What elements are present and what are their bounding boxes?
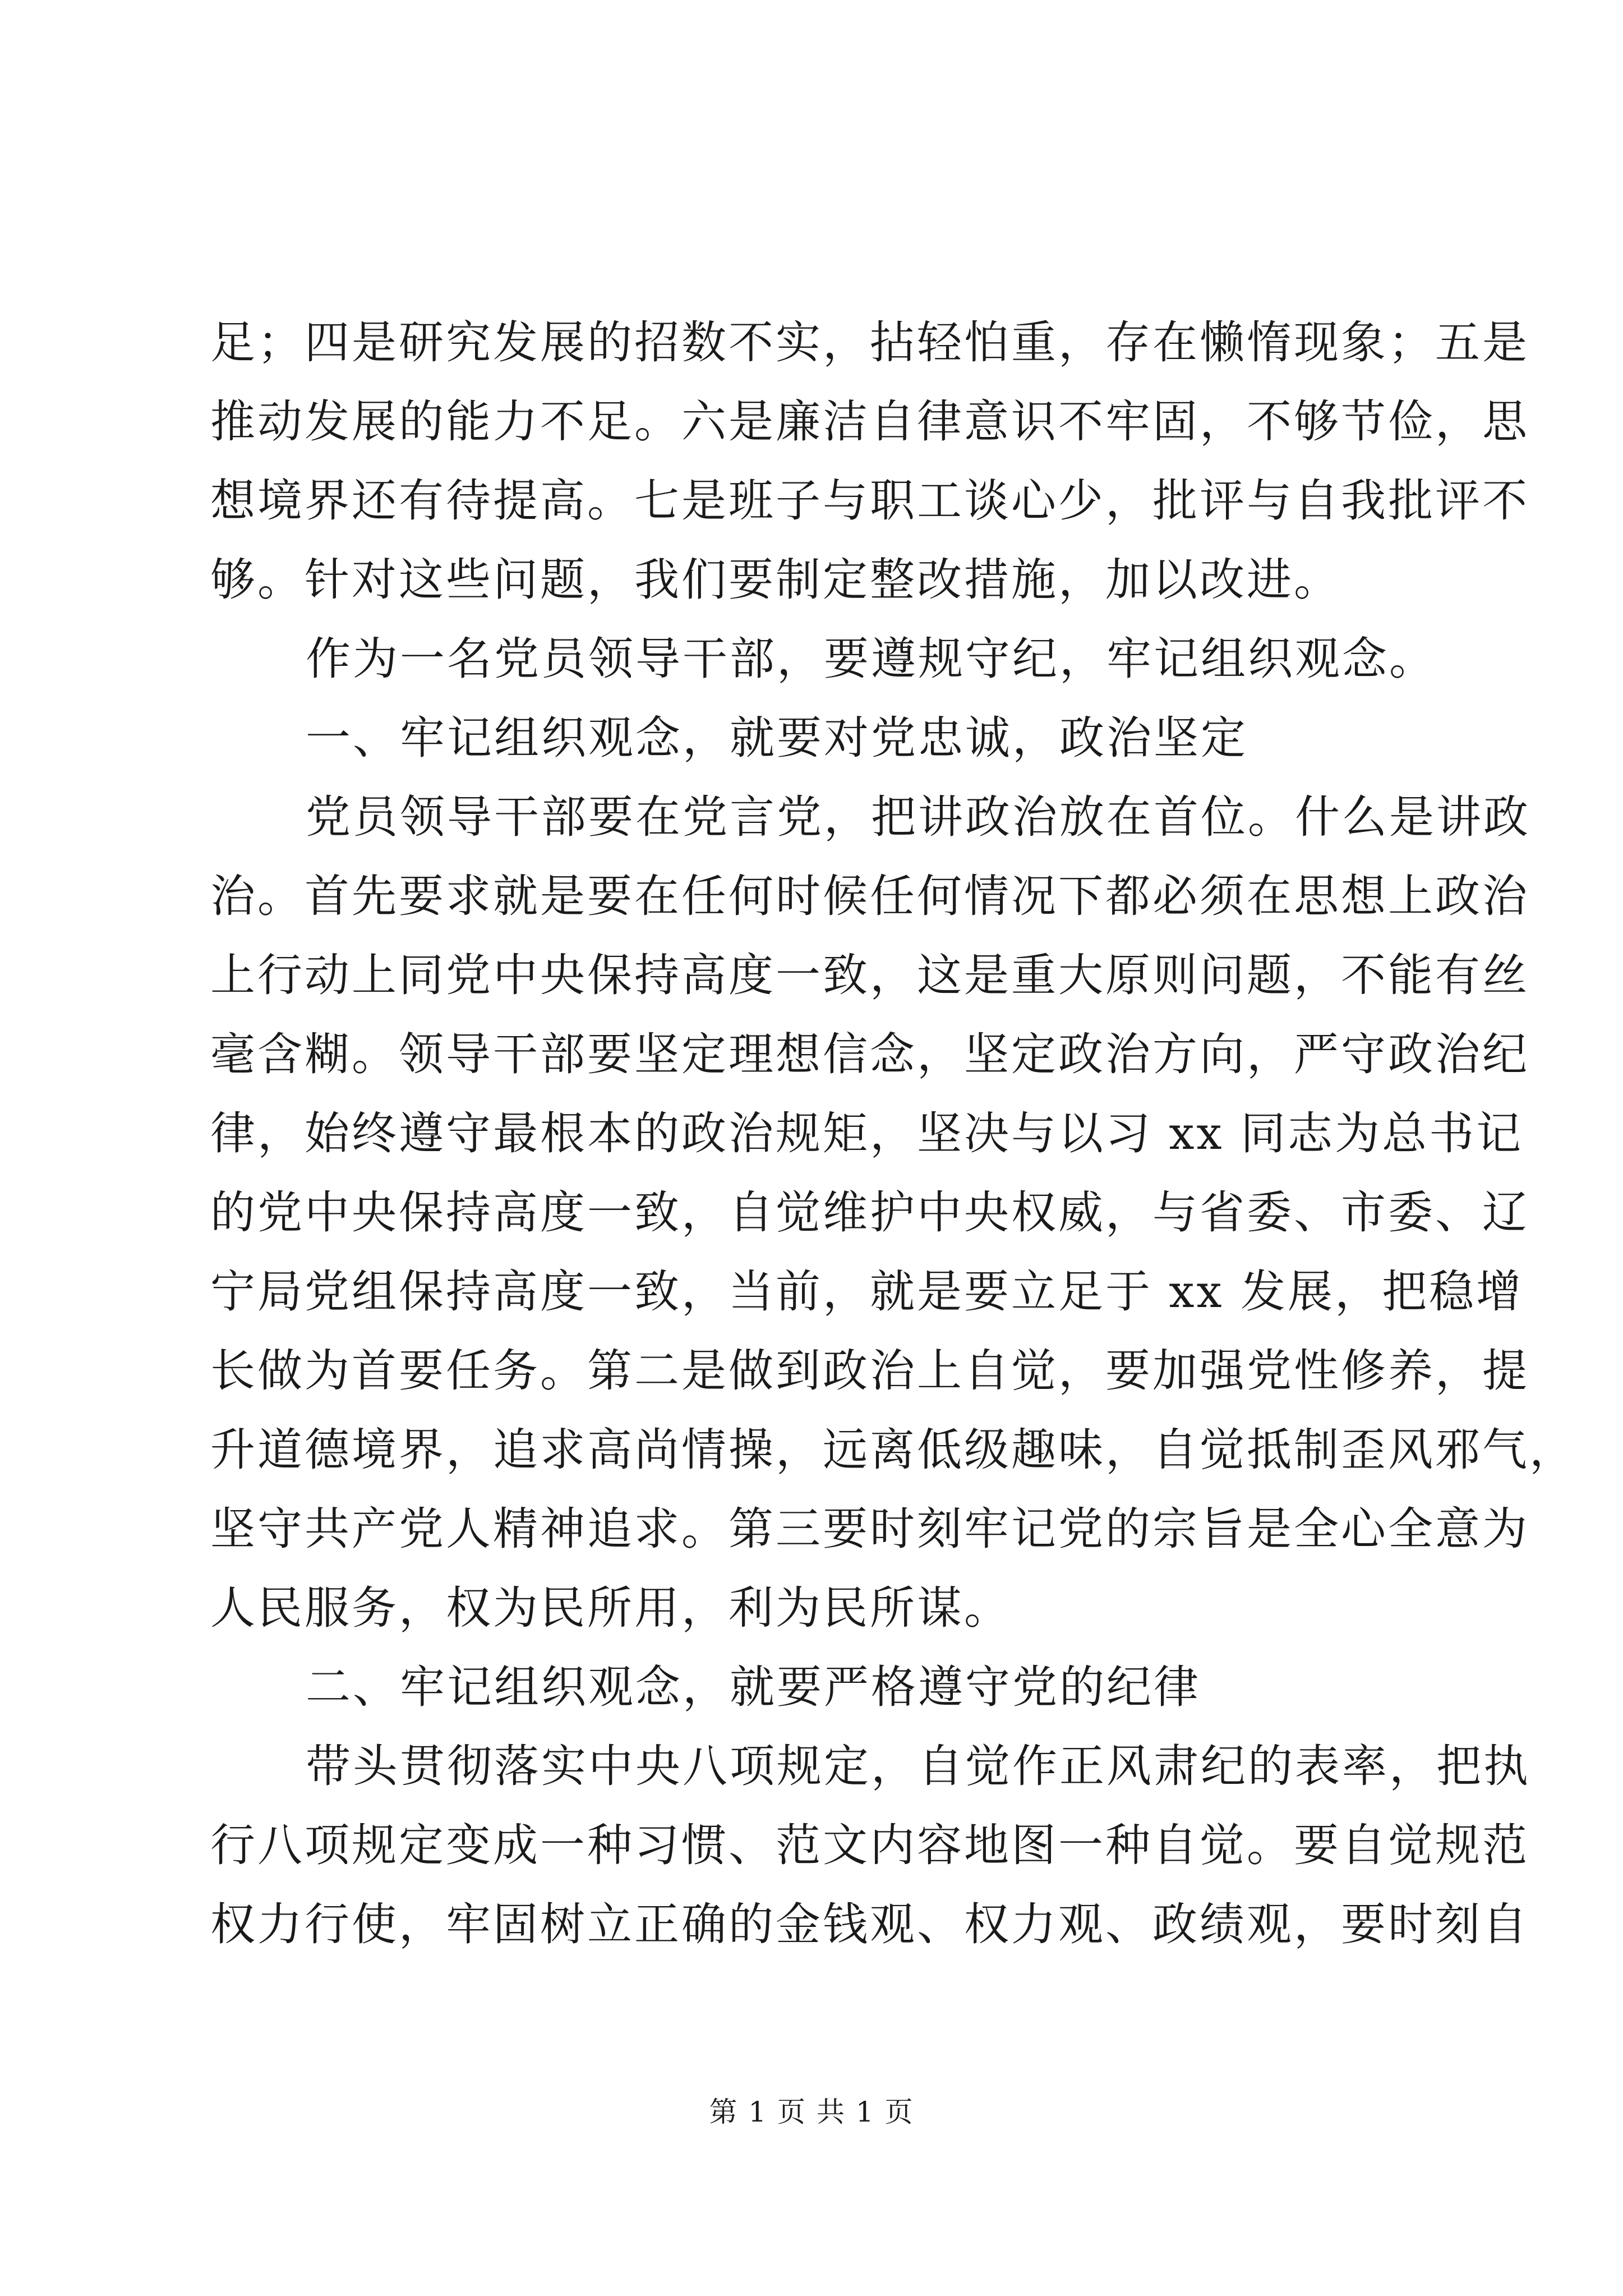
text-line: 毫含糊。领导干部要坚定理想信念，坚定政治方向，严守政治纪 bbox=[210, 1028, 1529, 1080]
text-line: 够。针对这些问题，我们要制定整改措施，加以改进。 bbox=[210, 554, 1341, 606]
paragraph-line: 党员领导干部要在党言党，把讲政治放在首位。什么是讲政 bbox=[306, 791, 1530, 843]
text-line: 人民服务，权为民所用，利为民所谋。 bbox=[210, 1582, 1011, 1634]
text-line: 权力行使，牢固树立正确的金钱观、权力观、政绩观，要时刻自 bbox=[210, 1898, 1529, 1950]
text-line: 推动发展的能力不足。六是廉洁自律意识不牢固，不够节俭，思 bbox=[210, 395, 1529, 448]
text-line: 行八项规定变成一种习惯、范文内容地图一种自觉。要自觉规范 bbox=[210, 1819, 1529, 1871]
text-line: 宁局党组保持高度一致，当前，就是要立足于 xx 发展，把稳增 bbox=[210, 1266, 1524, 1318]
document-body bbox=[210, 303, 1576, 1964]
text-line: 想境界还有待提高。七是班子与职工谈心少，批评与自我批评不 bbox=[210, 475, 1529, 527]
paragraph-line: 作为一名党员领导干部，要遵规守纪，牢记组织观念。 bbox=[306, 633, 1436, 685]
text-line: 升道德境界，追求高尚情操，远离低级趣味，自觉抵制歪风邪气， bbox=[210, 1424, 1576, 1476]
page-number-footer: 第 1 页 共 1 页 bbox=[709, 2096, 914, 2128]
text-line: 的党中央保持高度一致，自觉维护中央权威，与省委、市委、辽 bbox=[210, 1186, 1529, 1239]
text-line: 治。首先要求就是要在任何时候任何情况下都必须在思想上政治 bbox=[210, 870, 1529, 922]
paragraph-line: 带头贯彻落实中央八项规定，自觉作正风肃纪的表率，把执 bbox=[306, 1740, 1530, 1792]
section-heading: 二、牢记组织观念，就要严格遵守党的纪律 bbox=[306, 1661, 1201, 1713]
text-line: 坚守共产党人精神追求。第三要时刻牢记党的宗旨是全心全意为 bbox=[210, 1503, 1529, 1555]
text-line: 长做为首要任务。第二是做到政治上自觉，要加强党性修养，提 bbox=[210, 1345, 1529, 1397]
text-line: 律，始终遵守最根本的政治规矩，坚决与以习 xx 同志为总书记 bbox=[210, 1107, 1524, 1159]
text-line: 上行动上同党中央保持高度一致，这是重大原则问题，不能有丝 bbox=[210, 949, 1529, 1001]
section-heading: 一、牢记组织观念，就要对党忠诚，政治坚定 bbox=[306, 712, 1248, 764]
text-line: 足；四是研究发展的招数不实，拈轻怕重，存在懒惰现象；五是 bbox=[210, 316, 1529, 369]
